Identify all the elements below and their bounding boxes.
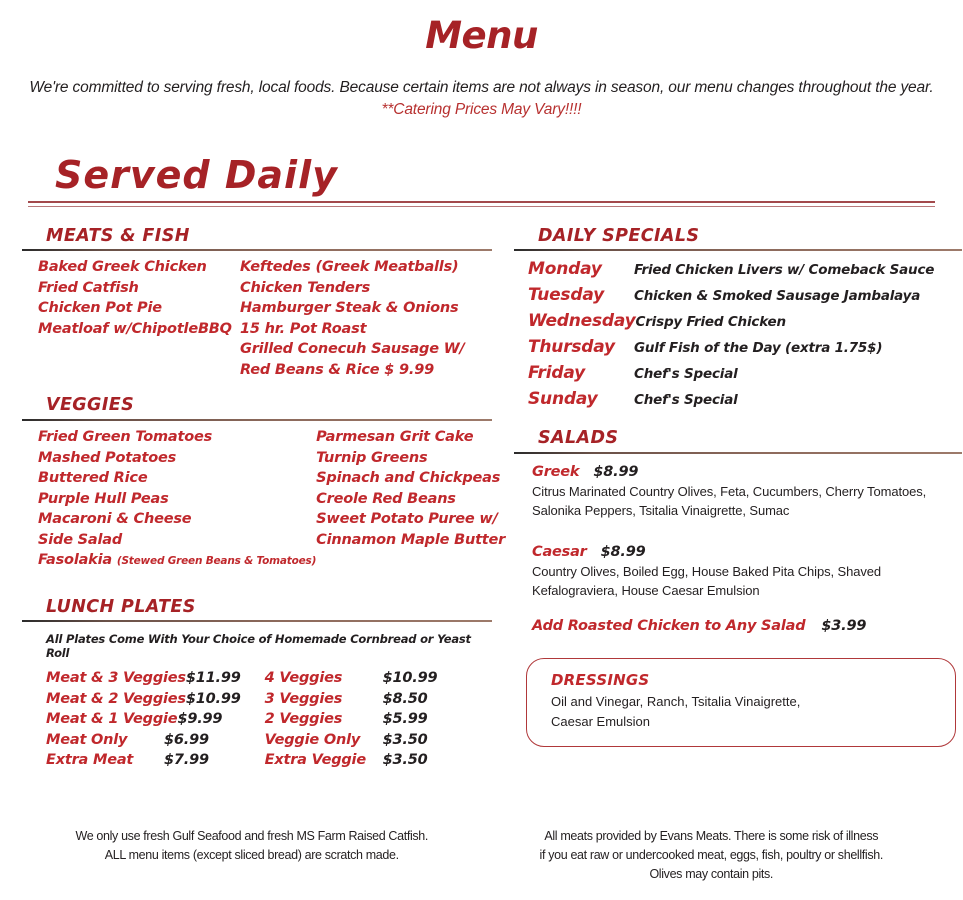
price-label: Meat & 1 Veggie	[46, 711, 178, 728]
price-label: Extra Veggie	[264, 752, 366, 769]
lunch-plates-col-2	[241, 668, 459, 771]
daily-specials-list	[514, 251, 962, 413]
price-row	[265, 750, 459, 771]
list-item: Parmesan Grit Cake	[316, 429, 474, 446]
footer-line: Olives may contain pits.	[649, 867, 774, 881]
list-item-fasolakia	[38, 550, 316, 572]
special-row	[528, 309, 962, 335]
list-item: Sweet Potato Puree w/	[316, 511, 498, 528]
meats-fish-col-1	[22, 257, 240, 380]
special-description: Crispy Fried Chicken	[635, 314, 786, 331]
section-veggies	[22, 394, 506, 571]
price-row	[265, 730, 459, 751]
veggies-items	[22, 421, 506, 572]
list-item: Hamburger Steak & Onions	[240, 300, 459, 317]
section-salads	[514, 427, 962, 634]
list-item: Meatloaf w/ChipotleBBQ	[38, 320, 232, 337]
spacer	[514, 638, 962, 658]
fasolakia-label: Fasolakia	[38, 552, 112, 569]
section-title-salads: SALADS	[538, 428, 619, 449]
special-description: Gulf Fish of the Day (extra 1.75$)	[634, 340, 883, 357]
special-row	[528, 335, 962, 361]
list-item: 15 hr. Pot Roast	[240, 320, 367, 337]
price-label: Extra Meat	[46, 752, 134, 769]
price-amount: $8.50	[382, 690, 428, 707]
list-item: Baked Greek Chicken	[38, 259, 207, 276]
price-label: 4 Veggies	[264, 670, 343, 687]
salad-description-line: Kefalograviera, House Caesar Emulsion	[532, 582, 760, 598]
special-day: Tuesday	[528, 285, 604, 306]
special-row	[528, 257, 962, 283]
served-daily-title: Served Daily	[55, 152, 338, 197]
served-daily-banner	[0, 152, 963, 207]
list-item: Macaroni & Cheese	[38, 511, 192, 528]
list-item: Chicken Pot Pie	[38, 300, 162, 317]
spacer	[22, 384, 492, 394]
price-label: Meat & 3 Veggies	[46, 670, 186, 687]
fasolakia-description: (Stewed Green Beans & Tomatoes)	[116, 555, 317, 568]
menu-header	[0, 16, 963, 122]
special-day: Sunday	[528, 389, 598, 410]
section-title-lunch-plates: LUNCH PLATES	[46, 596, 196, 617]
special-row	[528, 361, 962, 387]
salads-list	[514, 454, 962, 634]
left-column	[22, 225, 506, 775]
salad-description-line: Salonika Peppers, Tsitalia Vinaigrette, Sumac	[532, 502, 790, 518]
menu-columns	[0, 225, 963, 775]
section-title-meats-fish: MEATS & FISH	[46, 225, 190, 246]
lunch-plates-col-1	[22, 668, 241, 771]
salad-name: Caesar	[532, 544, 587, 561]
list-item: Purple Hull Peas	[38, 490, 169, 507]
list-item: Cinnamon Maple Butter	[316, 531, 506, 548]
lunch-plates-note: All Plates Come With Your Choice of Homemade Cornbread or Yeast Roll	[46, 632, 471, 661]
salad-description-line: Citrus Marinated Country Olives, Feta, Cucumbers, Cherry Tomatoes,	[532, 484, 927, 500]
price-label: 3 Veggies	[264, 690, 343, 707]
right-column	[514, 225, 962, 775]
footer-line: We only use fresh Gulf Seafood and fresh MS Farm Raised Catfish.	[75, 829, 429, 843]
salad-item-greek	[532, 462, 962, 520]
list-item: Creole Red Beans	[316, 490, 456, 507]
footer-line: if you eat raw or undercooked meat, eggs, fish, poultry or shellfish.	[539, 848, 883, 862]
salad-addon	[532, 618, 962, 634]
list-item: Grilled Conecuh Sausage W/	[240, 341, 465, 358]
price-row	[46, 668, 241, 689]
footer-line: ALL menu items (except sliced bread) are scratch made.	[104, 848, 399, 862]
menu-subtitle	[12, 77, 952, 122]
price-row	[46, 750, 241, 771]
price-amount: $3.50	[382, 731, 428, 748]
price-label: Meat & 2 Veggies	[46, 690, 186, 707]
dressings-box	[526, 658, 956, 747]
spacer	[22, 576, 492, 596]
price-amount: $10.99	[382, 670, 438, 687]
veggies-col-1	[22, 427, 316, 572]
list-item: Spinach and Chickpeas	[316, 470, 501, 487]
price-amount: $11.99	[185, 670, 241, 687]
meats-fish-items	[22, 251, 492, 380]
dressings-line: Caesar Emulsion	[551, 714, 650, 730]
banner-divider	[28, 201, 935, 207]
special-day: Monday	[528, 259, 602, 280]
price-amount: $7.99	[164, 752, 209, 769]
footer-left	[22, 827, 482, 884]
list-item: Keftedes (Greek Meatballs)	[240, 259, 459, 276]
footer-line: All meats provided by Evans Meats. There is some risk of illness	[544, 829, 879, 843]
salad-heading	[532, 542, 962, 563]
special-row	[528, 283, 962, 309]
dressings-line: Oil and Vinegar, Ranch, Tsitalia Vinaigrette,	[551, 693, 801, 709]
price-row	[46, 730, 241, 751]
list-item: Mashed Potatoes	[38, 449, 177, 466]
page-title: Menu	[425, 14, 538, 57]
price-amount: $5.99	[382, 711, 428, 728]
dressings-title: DRESSINGS	[551, 671, 650, 690]
list-item: Side Salad	[38, 531, 123, 548]
meats-fish-col-2	[240, 257, 492, 380]
list-item: Turnip Greens	[316, 449, 428, 466]
section-meats-fish	[22, 225, 492, 381]
price-row	[265, 689, 459, 710]
salad-price: $8.99	[600, 544, 646, 561]
price-amount: $10.99	[185, 690, 241, 707]
list-item: Fried Green Tomatoes	[38, 429, 213, 446]
special-day: Friday	[528, 363, 585, 384]
price-row	[46, 709, 241, 730]
footer-right	[482, 827, 942, 884]
catering-notice: **Catering Prices May Vary!!!!	[381, 101, 582, 119]
price-amount: $6.99	[164, 731, 209, 748]
price-row	[265, 668, 459, 689]
salad-addon-price: $3.99	[821, 618, 867, 635]
special-description: Chef's Special	[634, 392, 738, 409]
salad-addon-label: Add Roasted Chicken to Any Salad	[532, 618, 806, 635]
salad-name: Greek	[532, 464, 580, 481]
salad-heading	[532, 462, 962, 483]
list-item: Buttered Rice	[38, 470, 148, 487]
price-amount: $3.50	[382, 752, 428, 769]
menu-footer	[0, 827, 963, 884]
section-lunch-plates	[22, 596, 492, 771]
price-row	[46, 689, 241, 710]
list-item: Chicken Tenders	[240, 279, 371, 296]
special-row	[528, 387, 962, 413]
list-item: Fried Catfish	[38, 279, 139, 296]
special-description: Chef's Special	[634, 366, 738, 383]
lunch-plates-prices	[22, 660, 492, 771]
salad-price: $8.99	[593, 464, 639, 481]
veggies-col-2	[316, 427, 505, 572]
special-description: Fried Chicken Livers w/ Comeback Sauce	[634, 262, 935, 279]
special-day: Thursday	[528, 337, 615, 358]
special-day: Wednesday	[528, 311, 636, 332]
list-item: Red Beans & Rice $ 9.99	[240, 361, 434, 378]
section-daily-specials	[514, 225, 962, 414]
price-label: Veggie Only	[264, 731, 361, 748]
section-title-daily-specials: DAILY SPECIALS	[538, 225, 700, 246]
subtitle-text: We're committed to serving fresh, local foods. Because certain items are not always in season, our menu changes throughout the year.	[29, 78, 934, 96]
salad-description-line: Country Olives, Boiled Egg, House Baked Pita Chips, Shaved	[532, 564, 882, 580]
price-label: 2 Veggies	[264, 711, 343, 728]
salad-item-caesar	[532, 542, 962, 600]
special-description: Chicken & Smoked Sausage Jambalaya	[634, 288, 921, 305]
price-amount: $9.99	[177, 711, 223, 728]
price-label: Meat Only	[46, 731, 128, 748]
spacer	[514, 417, 962, 427]
section-title-veggies: VEGGIES	[46, 395, 135, 416]
price-row	[265, 709, 459, 730]
